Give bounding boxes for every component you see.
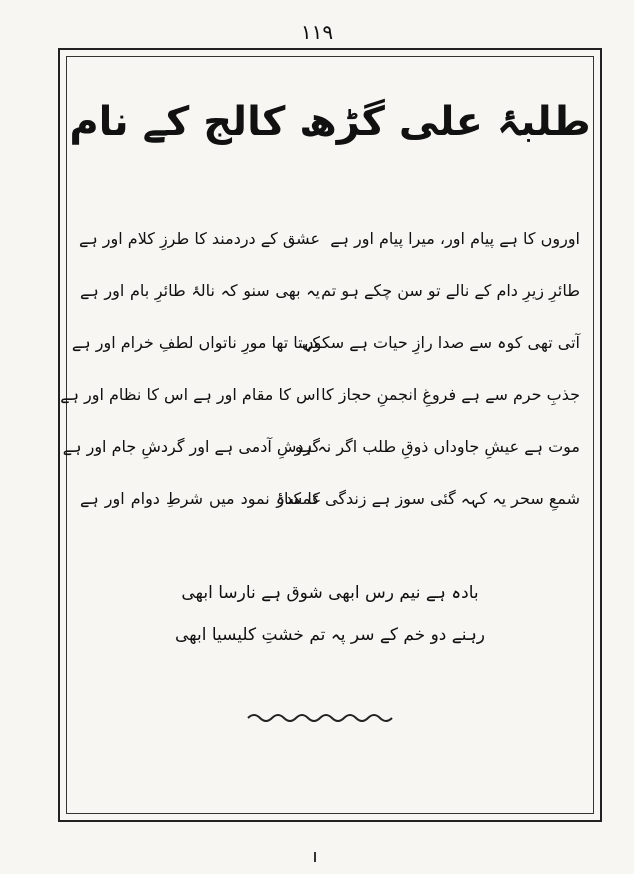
page-number: ۱۱۹ xyxy=(300,20,334,44)
second-hemistich: گردشِ آدمی ہے اور گردشِ جام اور ہے xyxy=(62,436,320,456)
first-hemistich: طائرِ زیرِ دام کے نالے تو سن چکے ہو تم xyxy=(321,280,580,300)
print-mark xyxy=(312,852,318,862)
poem-couplets xyxy=(60,212,580,524)
closing-line: بادہ ہے نیم رس ابھی شوق ہے نارسا ابھی xyxy=(181,583,479,603)
wavy-divider-ornament xyxy=(246,708,396,728)
poem-title: طلبۂ علی گڑھ کالج کے نام xyxy=(69,99,591,145)
second-hemistich: عشق کے دردمند کا طرزِ کلام اور ہے xyxy=(78,228,320,248)
couplet xyxy=(80,472,580,524)
second-hemistich: اس کا مقام اور ہے اس کا نظام اور ہے xyxy=(60,384,320,404)
couplet xyxy=(80,264,580,316)
first-hemistich: شمعِ سحر یہ کہہ گئی سوز ہے زندگی کا ساز xyxy=(276,488,580,508)
couplet xyxy=(80,212,580,264)
second-hemistich: غمکدۂ نمود میں شرطِ دوام اور ہے xyxy=(80,488,320,508)
couplet xyxy=(60,368,580,420)
closing-couplet xyxy=(66,572,594,656)
couplet xyxy=(71,316,580,368)
first-hemistich: جذبِ حرم سے ہے فروغِ انجمنِ حجاز کا xyxy=(321,384,580,404)
first-hemistich: موت ہے عیشِ جاوداں ذوقِ طلب اگر نہ ہو xyxy=(294,436,580,456)
closing-line: رہنے دو خم کے سر پہ تم خشتِ کلیسیا ابھی xyxy=(174,625,486,645)
first-hemistich: آتی تھی کوہ سے صدا رازِ حیات ہے سکوں xyxy=(301,332,580,352)
couplet xyxy=(62,420,580,472)
second-hemistich: یہ بھی سنو کہ نالۂ طائرِ بام اور ہے xyxy=(80,280,320,300)
second-hemistich: کہتا تھا مورِ ناتواں لطفِ خرام اور ہے xyxy=(71,332,320,352)
first-hemistich: اوروں کا ہے پیام اور، میرا پیام اور ہے xyxy=(330,228,580,248)
